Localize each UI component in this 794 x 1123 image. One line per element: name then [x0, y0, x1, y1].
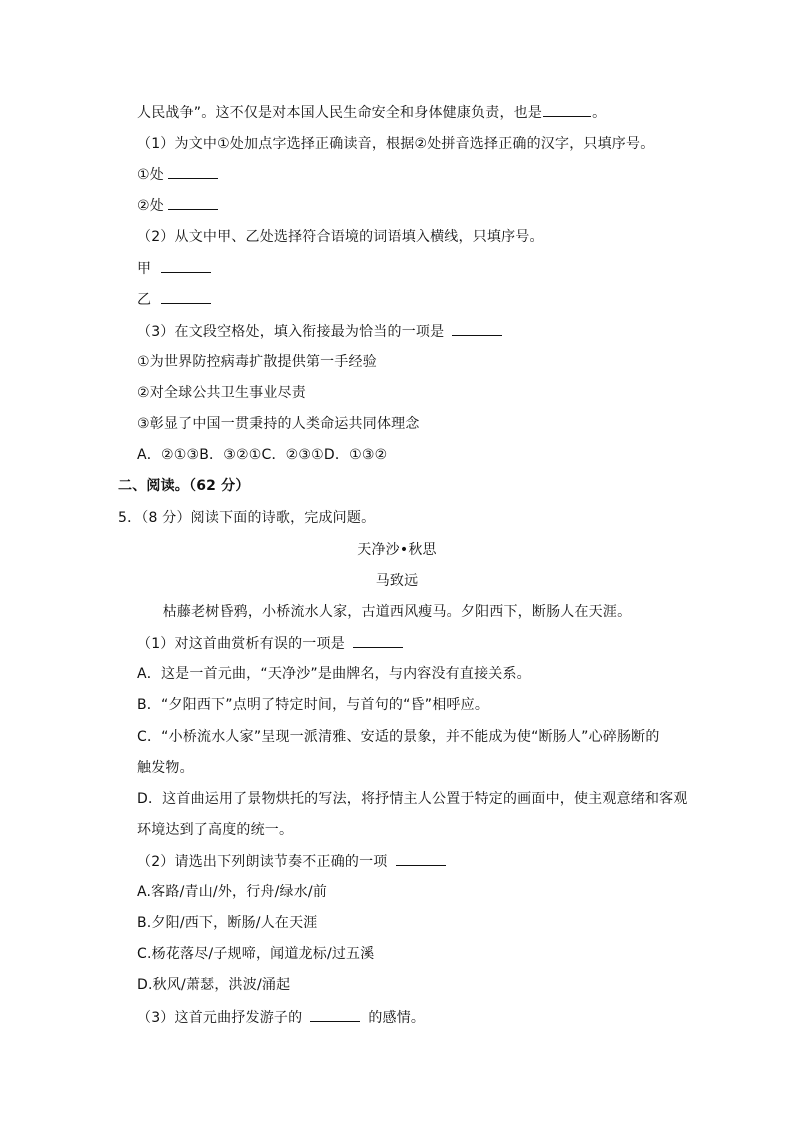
answer-blank[interactable]: [396, 851, 446, 866]
q4-sub3-choices: A．②①③B．③②①C．②③①D．①③②: [137, 447, 388, 463]
q4-sub2-item2-label: 乙: [137, 292, 152, 308]
q5-sub3-prompt: [137, 1007, 425, 1028]
answer-blank[interactable]: [161, 258, 211, 273]
q4-sub3-option2: ②对全球公共卫生事业尽责: [137, 385, 306, 401]
q4-sub1-item1: [137, 164, 222, 185]
q4-intro-text: 人民战争”。这不仅是对本国人民生命安全和身体健康负责，也是: [137, 105, 543, 121]
q4-sub1-prompt: （1）为文中①处加点字选择正确读音，根据②处拼音选择正确的汉字，只填序号。: [137, 136, 655, 152]
q5-sub1-option-b: B．“夕阳西下”点明了特定时间，与首句的“昏”相呼应。: [137, 697, 490, 713]
poem-body: 枯藤老树昏鸦，小桥流水人家，古道西风瘦马。夕阳西下，断肠人在天涯。: [162, 604, 632, 620]
answer-blank[interactable]: [310, 1007, 360, 1022]
q5-sub1-option-d-line2: 环境达到了高度的统一。: [137, 822, 294, 838]
q5-sub1-option-c-line1: C．“小桥流水人家”呈现一派清雅、安适的景象，并不能成为使“断肠人”心碎肠断的: [137, 729, 660, 745]
section-heading: 二、阅读。（62 分）: [118, 478, 250, 494]
q5-sub2-option-d: D.秋风/萧瑟，洪波/涌起: [137, 977, 291, 993]
q4-sub1-item2: [137, 195, 222, 216]
q5-sub1-option-d-line1: D．这首曲运用了景物烘托的写法，将抒情主人公置于特定的画面中，使主观意绪和客观: [137, 791, 688, 807]
q5-sub1-prompt: [137, 633, 407, 654]
q5-sub2-prompt: [137, 851, 450, 872]
answer-blank[interactable]: [543, 102, 591, 117]
answer-blank[interactable]: [168, 195, 218, 210]
q4-sub2-item2: [137, 289, 215, 310]
poem-title: 天净沙•秋思: [357, 542, 437, 558]
q5-sub1-option-a: A．这是一首元曲，“天净沙”是曲牌名，与内容没有直接关系。: [137, 666, 531, 682]
q4-sub2-item1-label: 甲: [137, 261, 152, 277]
q5-sub2-option-a: A.客路/青山/外，行舟/绿水/前: [137, 884, 328, 900]
answer-blank[interactable]: [161, 289, 211, 304]
q4-intro-line: [137, 102, 606, 123]
q4-sub2-prompt: （2）从文中甲、乙处选择符合语境的词语填入横线，只填序号。: [137, 229, 544, 245]
q4-intro-end: 。: [592, 105, 607, 121]
q5-sub2-option-c: C.杨花落尽/子规啼，闻道龙标/过五溪: [137, 946, 375, 962]
q5-sub3-prompt-before: （3）这首元曲抒发游子的: [137, 1010, 303, 1026]
q4-sub2-item1: [137, 258, 215, 279]
q4-sub3-prompt: [137, 321, 506, 342]
q5-sub3-prompt-after: 的感情。: [368, 1010, 426, 1026]
answer-blank[interactable]: [353, 633, 403, 648]
answer-blank[interactable]: [168, 164, 218, 179]
q5-stem: 5．（8 分）阅读下面的诗歌，完成问题。: [118, 510, 376, 526]
q5-sub1-prompt-text: （1）对这首曲赏析有误的一项是: [137, 636, 345, 652]
q4-sub3-option3: ③彰显了中国一贯秉持的人类命运共同体理念: [137, 416, 420, 432]
q5-sub2-prompt-text: （2）请选出下列朗读节奏不正确的一项: [137, 854, 388, 870]
poem-author: 马致远: [375, 573, 419, 589]
q4-sub3-option1: ①为世界防控病毒扩散提供第一手经验: [137, 354, 377, 370]
q5-sub1-option-c-line2: 触发物。: [137, 760, 194, 776]
q4-sub1-item1-label: ①处: [137, 167, 164, 183]
q5-sub2-option-b: B.夕阳/西下，断肠/人在天涯: [137, 915, 318, 931]
q4-sub3-prompt-text: （3）在文段空格处，填入衔接最为恰当的一项是: [137, 324, 445, 340]
answer-blank[interactable]: [452, 321, 502, 336]
q4-sub1-item2-label: ②处: [137, 198, 164, 214]
